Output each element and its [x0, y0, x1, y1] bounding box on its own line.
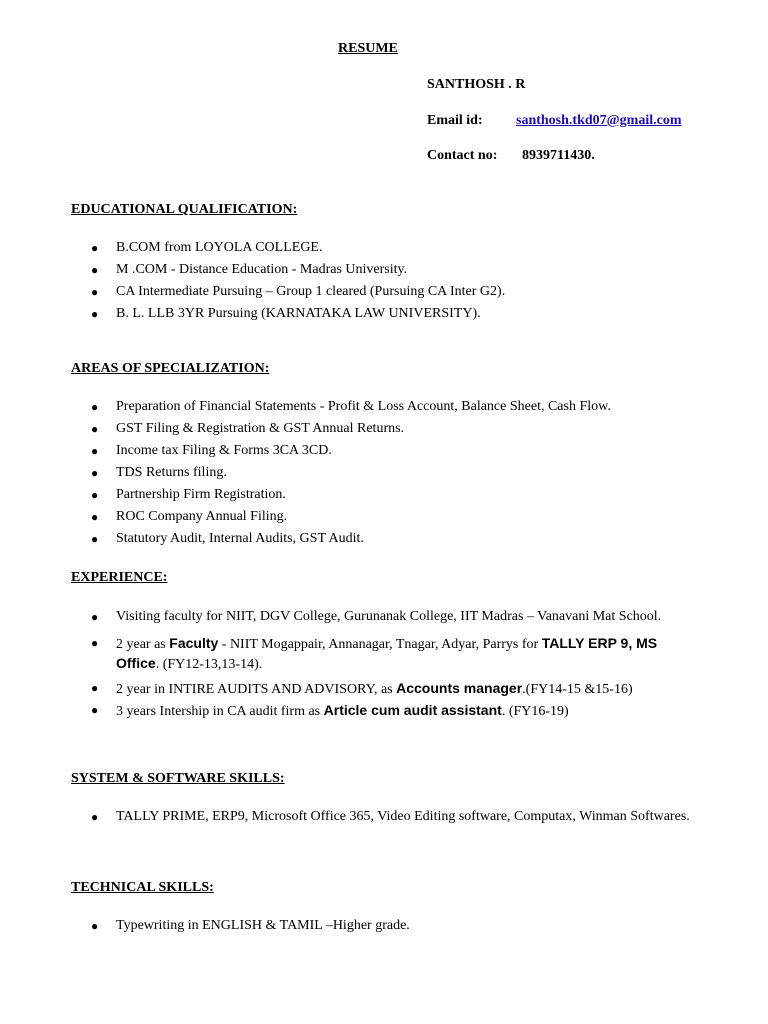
software-heading: SYSTEM & SOFTWARE SKILLS: — [71, 771, 285, 786]
specialization-list — [0, 397, 768, 551]
list-item-text: B. L. LLB 3YR Pursuing (KARNATAKA LAW UNIVERSITY). — [116, 306, 481, 321]
email-link[interactable]: santhosh.tkd07@gmail.com — [516, 113, 682, 128]
bullet-icon: ● — [91, 444, 99, 458]
list-item — [0, 529, 696, 551]
bullet-icon: ● — [91, 919, 99, 933]
list-item — [0, 916, 696, 938]
bullet-icon: ● — [91, 263, 99, 277]
list-item — [0, 463, 696, 485]
list-item-text: 3 years Intership in CA audit firm as Article cum audit assistant. (FY16-19) — [116, 702, 569, 719]
list-item — [0, 304, 696, 326]
bullet-icon: ● — [91, 510, 99, 524]
list-item — [0, 260, 696, 282]
list-item — [0, 608, 696, 630]
bullet-icon: ● — [91, 307, 99, 321]
education-heading: EDUCATIONAL QUALIFICATION: — [71, 202, 298, 217]
bullet-icon: ● — [91, 703, 99, 717]
bullet-icon: ● — [91, 636, 99, 650]
contact-label: Contact no: — [427, 148, 498, 163]
list-item — [0, 441, 696, 463]
bullet-icon: ● — [91, 285, 99, 299]
list-item-text: TDS Returns filing. — [116, 465, 227, 480]
list-item-text: TALLY PRIME, ERP9, Microsoft Office 365, Video Editing software, Computax, Winman Softwares. — [116, 809, 690, 824]
list-item-text: 2 year as Faculty - NIIT Mogappair, Annanagar, Tnagar, Adyar, Parrys for TALLY ERP 9, MS Office. (FY12-13,13-14). — [116, 635, 658, 672]
list-item-text: Typewriting in ENGLISH & TAMIL –Higher grade. — [116, 918, 410, 933]
technical-heading: TECHNICAL SKILLS: — [71, 880, 214, 895]
list-item — [0, 238, 696, 260]
list-item — [0, 397, 696, 419]
list-item-text: GST Filing & Registration & GST Annual Returns. — [116, 421, 405, 436]
list-item — [0, 282, 696, 304]
education-list — [0, 238, 768, 326]
bullet-icon: ● — [91, 488, 99, 502]
email-label: Email id: — [427, 113, 483, 128]
list-item-text: ROC Company Annual Filing. — [116, 509, 288, 524]
candidate-name: SANTHOSH . R — [427, 77, 526, 92]
list-item-text: CA Intermediate Pursuing – Group 1 cleared (Pursuing CA Inter G2). — [116, 284, 506, 299]
bullet-icon: ● — [91, 810, 99, 824]
bullet-icon: ● — [91, 466, 99, 480]
list-item — [0, 419, 696, 441]
list-item — [0, 485, 696, 507]
list-item — [0, 634, 696, 674]
bullet-icon: ● — [91, 681, 99, 695]
bullet-icon: ● — [91, 532, 99, 546]
specialization-heading: AREAS OF SPECIALIZATION: — [71, 361, 270, 376]
bullet-icon: ● — [91, 241, 99, 255]
list-item — [0, 678, 696, 700]
experience-list — [0, 608, 768, 722]
list-item — [0, 808, 696, 830]
list-item-text: B.COM from LOYOLA COLLEGE. — [116, 240, 323, 255]
contact-number: 8939711430. — [522, 148, 595, 163]
list-item-text: Partnership Firm Registration. — [116, 487, 286, 502]
technical-list — [0, 916, 768, 938]
bullet-icon: ● — [91, 400, 99, 414]
list-item — [0, 700, 696, 722]
list-item-text: Income tax Filing & Forms 3CA 3CD. — [116, 443, 332, 458]
experience-heading: EXPERIENCE: — [71, 570, 168, 585]
list-item-text: M .COM - Distance Education - Madras University. — [116, 262, 408, 277]
list-item-text: 2 year in INTIRE AUDITS AND ADVISORY, as Accounts manager.(FY14-15 &15-16) — [116, 680, 633, 697]
list-item-text: Visiting faculty for NIIT, DGV College, Gurunanak College, IIT Madras – Vanavani Mat School. — [116, 609, 662, 624]
list-item-text: Preparation of Financial Statements - Profit & Loss Account, Balance Sheet, Cash Flow. — [116, 399, 611, 414]
bullet-icon: ● — [91, 422, 99, 436]
bullet-icon: ● — [91, 610, 99, 624]
software-list — [0, 808, 768, 830]
list-item — [0, 507, 696, 529]
resume-title: RESUME — [338, 41, 398, 56]
list-item-text: Statutory Audit, Internal Audits, GST Audit. — [116, 531, 364, 546]
